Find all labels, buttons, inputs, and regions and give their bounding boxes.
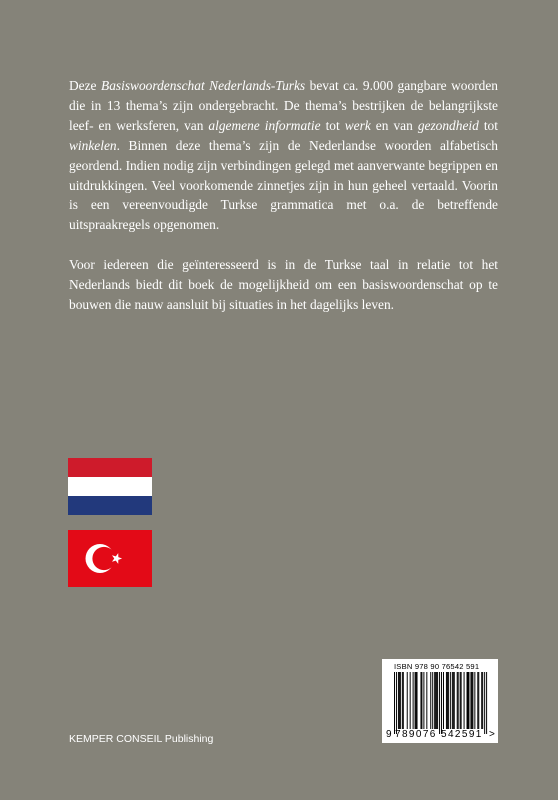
barcode-bar — [482, 672, 483, 729]
barcode-bar — [430, 672, 431, 729]
barcode-bar — [468, 672, 469, 729]
crescent-cutout — [92, 547, 115, 570]
barcode-bar — [416, 672, 417, 729]
barcode-bar — [447, 672, 448, 729]
barcode-bar — [400, 672, 401, 729]
barcode-left-digits: 789076 — [395, 729, 437, 740]
isbn-label: ISBN 978 90 76542 591 — [394, 662, 480, 671]
blurb-emphasis: Basiswoordenschat Nederlands-Turks — [101, 78, 306, 93]
crescent-and-star-icon — [68, 530, 152, 587]
blurb-emphasis: algemene informatie — [208, 117, 321, 133]
barcode-bar — [477, 672, 478, 729]
barcode-bar — [457, 672, 458, 729]
blurb-emphasis: winkelen — [69, 137, 117, 153]
barcode-bar — [417, 672, 418, 729]
blurb-text-run: tot — [320, 117, 345, 133]
blurb-text-run: . Binnen deze thema’s zijn de Nederlandse woorden alfabetisch geordend. Indien nodig zijn verbindingen gelegd met aanverwante begrippen en uitdrukkingen. Veel voorkomende zinnetjes zijn in hun geheel vertaald. Voorin is een vereenvoudigde Turkse grammatica met o.a. de betreffende uitspraakregels opgenomen. — [69, 137, 498, 233]
barcode-bar — [396, 672, 397, 734]
blurb-text-run: tot — [478, 117, 498, 133]
barcode-bar — [461, 672, 462, 729]
barcode-bar — [448, 672, 449, 729]
barcode-bar — [432, 672, 433, 729]
barcode-bar — [435, 672, 436, 729]
barcode-bar — [450, 672, 451, 729]
barcode-bar — [486, 672, 487, 734]
barcode-bar — [415, 672, 416, 729]
barcode-bar — [443, 672, 444, 729]
barcode-bar — [426, 672, 427, 729]
barcode-bar — [420, 672, 421, 729]
barcode-bar — [437, 672, 438, 729]
barcode-bar — [471, 672, 472, 729]
barcode-bar — [394, 672, 395, 734]
turkish-flag — [68, 530, 152, 587]
barcode-bar — [421, 672, 422, 729]
blurb-text-run: bevat ca. 9.000 gangbare woorden die in 13 thema’s zijn ondergebracht. De thema’s bestrijken de belangrijkste leef- en werksferen, van — [69, 78, 498, 133]
barcode-bar — [474, 672, 475, 729]
publisher-name: KEMPER CONSEIL Publishing — [69, 733, 214, 745]
barcode-bar — [453, 672, 454, 729]
barcode-lead-digit: 9 — [386, 729, 392, 740]
barcode-quiet-zone-mark: > — [489, 729, 495, 740]
barcode-bar — [454, 672, 455, 729]
barcode-bar — [460, 672, 461, 729]
barcode-bar — [478, 672, 479, 729]
dutch-flag — [68, 458, 152, 515]
barcode-bar — [468, 672, 469, 729]
blurb-text-run: Deze — [69, 78, 102, 93]
barcode-digits — [386, 729, 496, 740]
barcode-bar — [458, 672, 459, 729]
barcode-bar — [467, 672, 468, 729]
barcode-bar — [403, 672, 404, 729]
barcode-bar — [423, 672, 424, 729]
barcode-bar — [481, 672, 482, 729]
barcode-bar — [436, 672, 437, 729]
dutch-flag-blue-band — [68, 496, 152, 515]
isbn-barcode — [382, 659, 498, 743]
blurb-paragraph-2: Voor iedereen die geïnteresseerd is in de Turkse taal in relatie tot het Nederlands biedt dit boek de mogelijkheid om een basiswoordenschat op te bouwen die nauw aansluit bij situaties in het dagelijks leven. — [69, 257, 498, 312]
blurb-emphasis: gezondheid — [417, 117, 479, 133]
dutch-flag-red-band — [68, 458, 152, 477]
barcode-bar — [399, 672, 400, 729]
barcode-bar — [402, 672, 403, 729]
back-cover-blurb — [69, 76, 498, 315]
barcode-bar — [439, 672, 440, 734]
barcode-bar — [470, 672, 471, 729]
barcode-bar — [464, 672, 465, 729]
barcode-bar — [484, 672, 485, 734]
dutch-flag-white-band — [68, 477, 152, 496]
barcode-bar — [398, 672, 399, 729]
barcode-bar — [434, 672, 435, 729]
blurb-emphasis: werk — [344, 117, 371, 133]
barcode-bar — [410, 672, 411, 729]
blurb-text-run: en van — [370, 117, 418, 133]
barcode-bar — [452, 672, 453, 729]
barcode-bar — [472, 672, 473, 729]
barcode-bars — [388, 672, 492, 736]
barcode-bar — [441, 672, 442, 734]
barcode-bar — [446, 672, 447, 729]
barcode-bar — [413, 672, 414, 729]
barcode-bar — [407, 672, 408, 729]
barcode-right-digits: 542591 — [441, 729, 483, 740]
blurb-paragraph-1 — [69, 76, 498, 235]
